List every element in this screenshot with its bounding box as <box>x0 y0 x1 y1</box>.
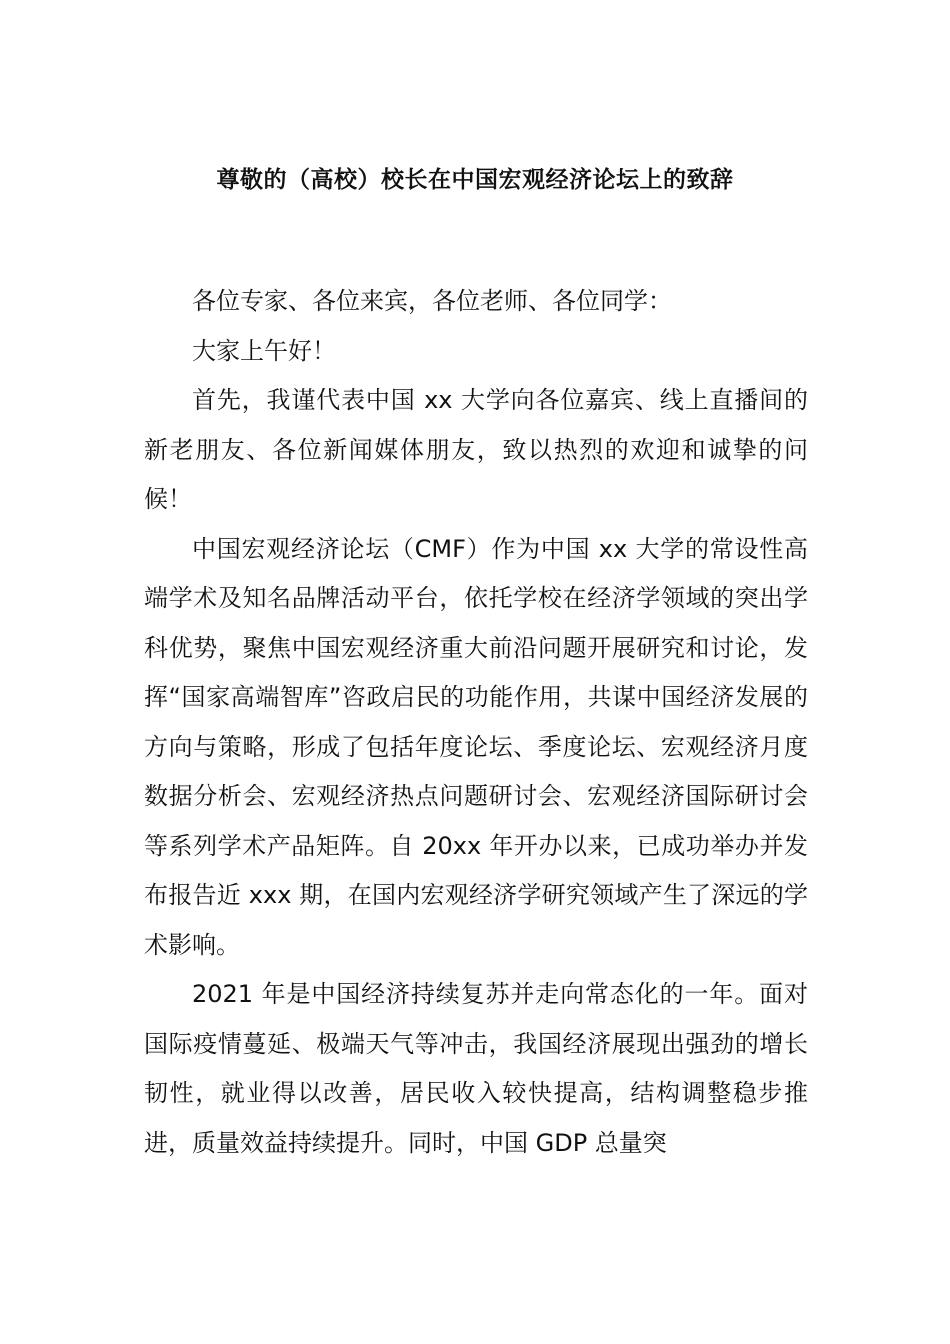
greeting-paragraph: 大家上午好！ <box>192 336 336 365</box>
forum-introduction-paragraph: 中国宏观经济论坛（CMF）作为中国 xx 大学的常设性高端学术及知名品牌活动平台，依托学校在经济学领域的突出学科优势，聚焦中国宏观经济重大前沿问题开展研究和讨论，发挥“国家高端智库”咨政启民的功能作用，共谋中国经济发展的方向与策略，形成了包括年度论坛、季度论坛、宏观经济月度数据分析会、宏观经济热点问题研讨会、宏观经济国际研讨会等系列学术产品矩阵。自 20xx 年开办以来，已成功举办并发布报告近 xxx 期，在国内宏观经济学研究领域产生了深远的学术影响。 <box>144 534 808 959</box>
salutation-paragraph: 各位专家、各位来宾，各位老师、各位同学： <box>192 287 672 315</box>
document-title: 尊敬的（高校）校长在中国宏观经济论坛上的致辞 <box>216 167 734 193</box>
document-body <box>144 277 808 1168</box>
economy-review-paragraph: 2021 年是中国经济持续复苏并走向常态化的一年。面对国际疫情蔓延、极端天气等冲击，我国经济展现出强劲的增长韧性，就业得以改善，居民收入较快提高，结构调整稳步推进，质量效益持续提升。同时，中国 GDP 总量突 <box>144 980 808 1157</box>
welcome-paragraph: 首先，我谨代表中国 xx 大学向各位嘉宾、线上直播间的新老朋友、各位新闻媒体朋友，致以热烈的欢迎和诚挚的问候！ <box>144 386 808 513</box>
